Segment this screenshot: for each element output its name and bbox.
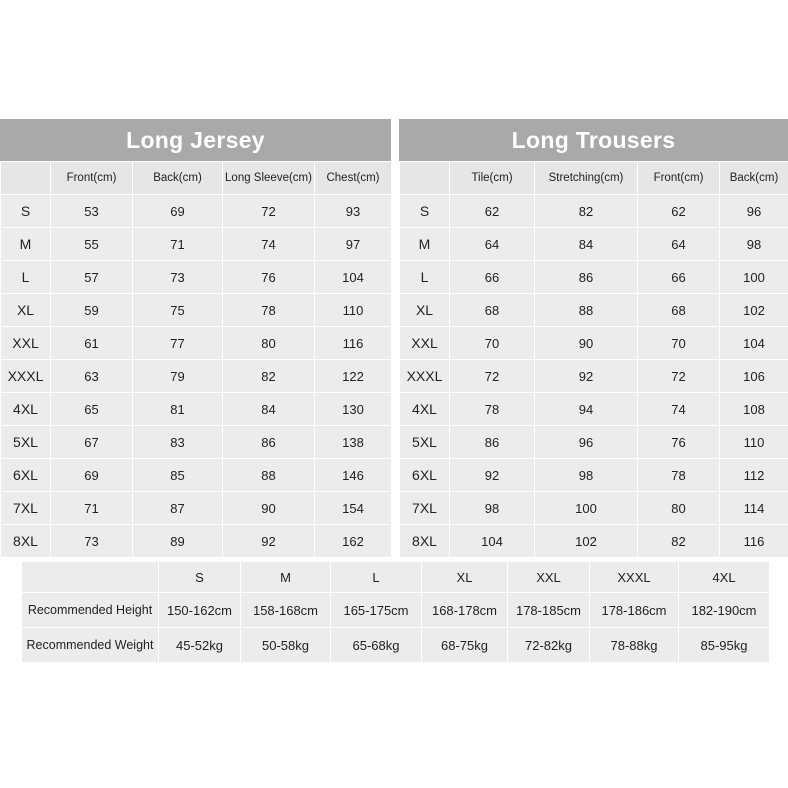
row-label-cell: 7XL — [400, 492, 450, 525]
table-cell: 80 — [638, 492, 720, 525]
table-cell: 90 — [535, 327, 638, 360]
table-cell: 165-175cm — [331, 593, 422, 628]
table-cell: 98 — [450, 492, 535, 525]
table-cell: 87 — [133, 492, 223, 525]
table-cell: 78 — [450, 393, 535, 426]
header-cell — [400, 162, 450, 195]
row-label-cell: 6XL — [1, 459, 51, 492]
table-row — [1, 261, 392, 294]
table-cell: 168-178cm — [422, 593, 508, 628]
row-label-cell: S — [400, 195, 450, 228]
table-cell: 102 — [535, 525, 638, 558]
row-label-cell: 5XL — [400, 426, 450, 459]
table-cell: 98 — [535, 459, 638, 492]
table-cell: 97 — [315, 228, 392, 261]
table-cell: 61 — [51, 327, 133, 360]
header-cell: L — [331, 562, 422, 593]
table-cell: 116 — [720, 525, 788, 558]
table-cell: 76 — [223, 261, 315, 294]
row-label-cell: 5XL — [1, 426, 51, 459]
table-row — [1, 360, 392, 393]
table-cell: 82 — [535, 195, 638, 228]
long-trousers-table — [399, 161, 788, 558]
table-cell: 53 — [51, 195, 133, 228]
table-row — [1, 492, 392, 525]
table-header-row — [400, 162, 788, 195]
header-cell: M — [241, 562, 331, 593]
table-cell: 96 — [535, 426, 638, 459]
table-cell: 66 — [638, 261, 720, 294]
row-label-cell: 8XL — [400, 525, 450, 558]
table-cell: 114 — [720, 492, 788, 525]
table-cell: 86 — [223, 426, 315, 459]
table-cell: 72-82kg — [508, 628, 590, 663]
table-header-row — [22, 562, 770, 593]
header-cell: Stretching(cm) — [535, 162, 638, 195]
table-cell: 63 — [51, 360, 133, 393]
table-cell: 94 — [535, 393, 638, 426]
table-cell: 62 — [450, 195, 535, 228]
table-row — [1, 426, 392, 459]
table-row — [400, 492, 788, 525]
row-label-cell: 8XL — [1, 525, 51, 558]
header-cell — [22, 562, 159, 593]
table-cell: 81 — [133, 393, 223, 426]
row-label-cell: Recommended Height — [22, 593, 159, 628]
table-cell: 96 — [720, 195, 788, 228]
table-cell: 72 — [223, 195, 315, 228]
table-cell: 70 — [638, 327, 720, 360]
table-cell: 178-186cm — [590, 593, 679, 628]
table-cell: 74 — [223, 228, 315, 261]
header-cell: S — [159, 562, 241, 593]
row-label-cell: 6XL — [400, 459, 450, 492]
table-cell: 69 — [51, 459, 133, 492]
table-row — [1, 294, 392, 327]
row-label-cell: Recommended Weight — [22, 628, 159, 663]
table-cell: 146 — [315, 459, 392, 492]
table-cell: 104 — [720, 327, 788, 360]
table-cell: 154 — [315, 492, 392, 525]
table-cell: 92 — [535, 360, 638, 393]
header-cell: XXXL — [590, 562, 679, 593]
table-row — [400, 294, 788, 327]
table-cell: 79 — [133, 360, 223, 393]
table-cell: 150-162cm — [159, 593, 241, 628]
table-cell: 100 — [535, 492, 638, 525]
table-row — [400, 459, 788, 492]
table-cell: 102 — [720, 294, 788, 327]
table-row — [1, 228, 392, 261]
table-cell: 68-75kg — [422, 628, 508, 663]
table-cell: 73 — [133, 261, 223, 294]
row-label-cell: XXXL — [400, 360, 450, 393]
table-cell: 50-58kg — [241, 628, 331, 663]
table-cell: 84 — [223, 393, 315, 426]
row-label-cell: L — [1, 261, 51, 294]
table-header-row — [1, 162, 392, 195]
table-cell: 69 — [133, 195, 223, 228]
table-cell: 100 — [720, 261, 788, 294]
table-cell: 130 — [315, 393, 392, 426]
header-cell: Long Sleeve(cm) — [223, 162, 315, 195]
table-cell: 108 — [720, 393, 788, 426]
table-cell: 110 — [315, 294, 392, 327]
table-cell: 104 — [315, 261, 392, 294]
table-cell: 88 — [223, 459, 315, 492]
table-cell: 64 — [638, 228, 720, 261]
table-row — [400, 426, 788, 459]
header-cell: Chest(cm) — [315, 162, 392, 195]
table-row — [400, 360, 788, 393]
table-cell: 66 — [450, 261, 535, 294]
row-label-cell: XXL — [400, 327, 450, 360]
row-label-cell: L — [400, 261, 450, 294]
table-cell: 85 — [133, 459, 223, 492]
table-row — [400, 327, 788, 360]
table-cell: 93 — [315, 195, 392, 228]
table-cell: 104 — [450, 525, 535, 558]
table-cell: 92 — [450, 459, 535, 492]
long-jersey-title: Long Jersey — [0, 119, 391, 161]
recommendation-table — [21, 561, 770, 663]
table-cell: 62 — [638, 195, 720, 228]
table-cell: 72 — [450, 360, 535, 393]
table-cell: 65-68kg — [331, 628, 422, 663]
table-row — [1, 525, 392, 558]
long-trousers-panel — [399, 119, 788, 557]
row-label-cell: 7XL — [1, 492, 51, 525]
row-label-cell: 4XL — [400, 393, 450, 426]
header-cell: XL — [422, 562, 508, 593]
header-cell: Front(cm) — [51, 162, 133, 195]
table-cell: 88 — [535, 294, 638, 327]
table-cell: 158-168cm — [241, 593, 331, 628]
table-cell: 73 — [51, 525, 133, 558]
table-cell: 116 — [315, 327, 392, 360]
table-cell: 122 — [315, 360, 392, 393]
table-cell: 182-190cm — [679, 593, 770, 628]
table-row — [1, 459, 392, 492]
table-cell: 74 — [638, 393, 720, 426]
table-cell: 82 — [223, 360, 315, 393]
table-cell: 78 — [223, 294, 315, 327]
row-label-cell: M — [400, 228, 450, 261]
table-cell: 77 — [133, 327, 223, 360]
long-trousers-title: Long Trousers — [399, 119, 788, 161]
table-cell: 162 — [315, 525, 392, 558]
table-cell: 72 — [638, 360, 720, 393]
table-cell: 78-88kg — [590, 628, 679, 663]
table-cell: 106 — [720, 360, 788, 393]
table-cell: 45-52kg — [159, 628, 241, 663]
table-row — [1, 195, 392, 228]
table-cell: 75 — [133, 294, 223, 327]
table-cell: 178-185cm — [508, 593, 590, 628]
table-row — [400, 228, 788, 261]
table-cell: 68 — [638, 294, 720, 327]
table-cell: 82 — [638, 525, 720, 558]
header-cell: Back(cm) — [133, 162, 223, 195]
table-cell: 92 — [223, 525, 315, 558]
table-row — [22, 628, 770, 663]
table-cell: 83 — [133, 426, 223, 459]
table-cell: 59 — [51, 294, 133, 327]
table-cell: 65 — [51, 393, 133, 426]
table-cell: 76 — [638, 426, 720, 459]
table-cell: 80 — [223, 327, 315, 360]
header-cell: XXL — [508, 562, 590, 593]
table-cell: 55 — [51, 228, 133, 261]
table-cell: 68 — [450, 294, 535, 327]
table-cell: 98 — [720, 228, 788, 261]
row-label-cell: XL — [1, 294, 51, 327]
table-row — [1, 393, 392, 426]
table-cell: 71 — [133, 228, 223, 261]
table-cell: 84 — [535, 228, 638, 261]
table-cell: 85-95kg — [679, 628, 770, 663]
table-row — [1, 327, 392, 360]
table-cell: 112 — [720, 459, 788, 492]
table-cell: 89 — [133, 525, 223, 558]
table-cell: 78 — [638, 459, 720, 492]
table-row — [22, 593, 770, 628]
table-cell: 110 — [720, 426, 788, 459]
recommendation-panel — [21, 561, 769, 663]
row-label-cell: XL — [400, 294, 450, 327]
header-cell — [1, 162, 51, 195]
table-cell: 86 — [450, 426, 535, 459]
header-cell: Tile(cm) — [450, 162, 535, 195]
table-cell: 86 — [535, 261, 638, 294]
table-row — [400, 393, 788, 426]
table-cell: 138 — [315, 426, 392, 459]
table-row — [400, 525, 788, 558]
row-label-cell: XXXL — [1, 360, 51, 393]
table-cell: 70 — [450, 327, 535, 360]
table-row — [400, 261, 788, 294]
table-cell: 90 — [223, 492, 315, 525]
table-cell: 57 — [51, 261, 133, 294]
table-row — [400, 195, 788, 228]
table-cell: 67 — [51, 426, 133, 459]
header-cell: Back(cm) — [720, 162, 788, 195]
table-cell: 64 — [450, 228, 535, 261]
long-jersey-panel — [0, 119, 391, 557]
table-cell: 71 — [51, 492, 133, 525]
long-jersey-table — [0, 161, 392, 558]
header-cell: 4XL — [679, 562, 770, 593]
header-cell: Front(cm) — [638, 162, 720, 195]
row-label-cell: XXL — [1, 327, 51, 360]
row-label-cell: 4XL — [1, 393, 51, 426]
row-label-cell: M — [1, 228, 51, 261]
row-label-cell: S — [1, 195, 51, 228]
